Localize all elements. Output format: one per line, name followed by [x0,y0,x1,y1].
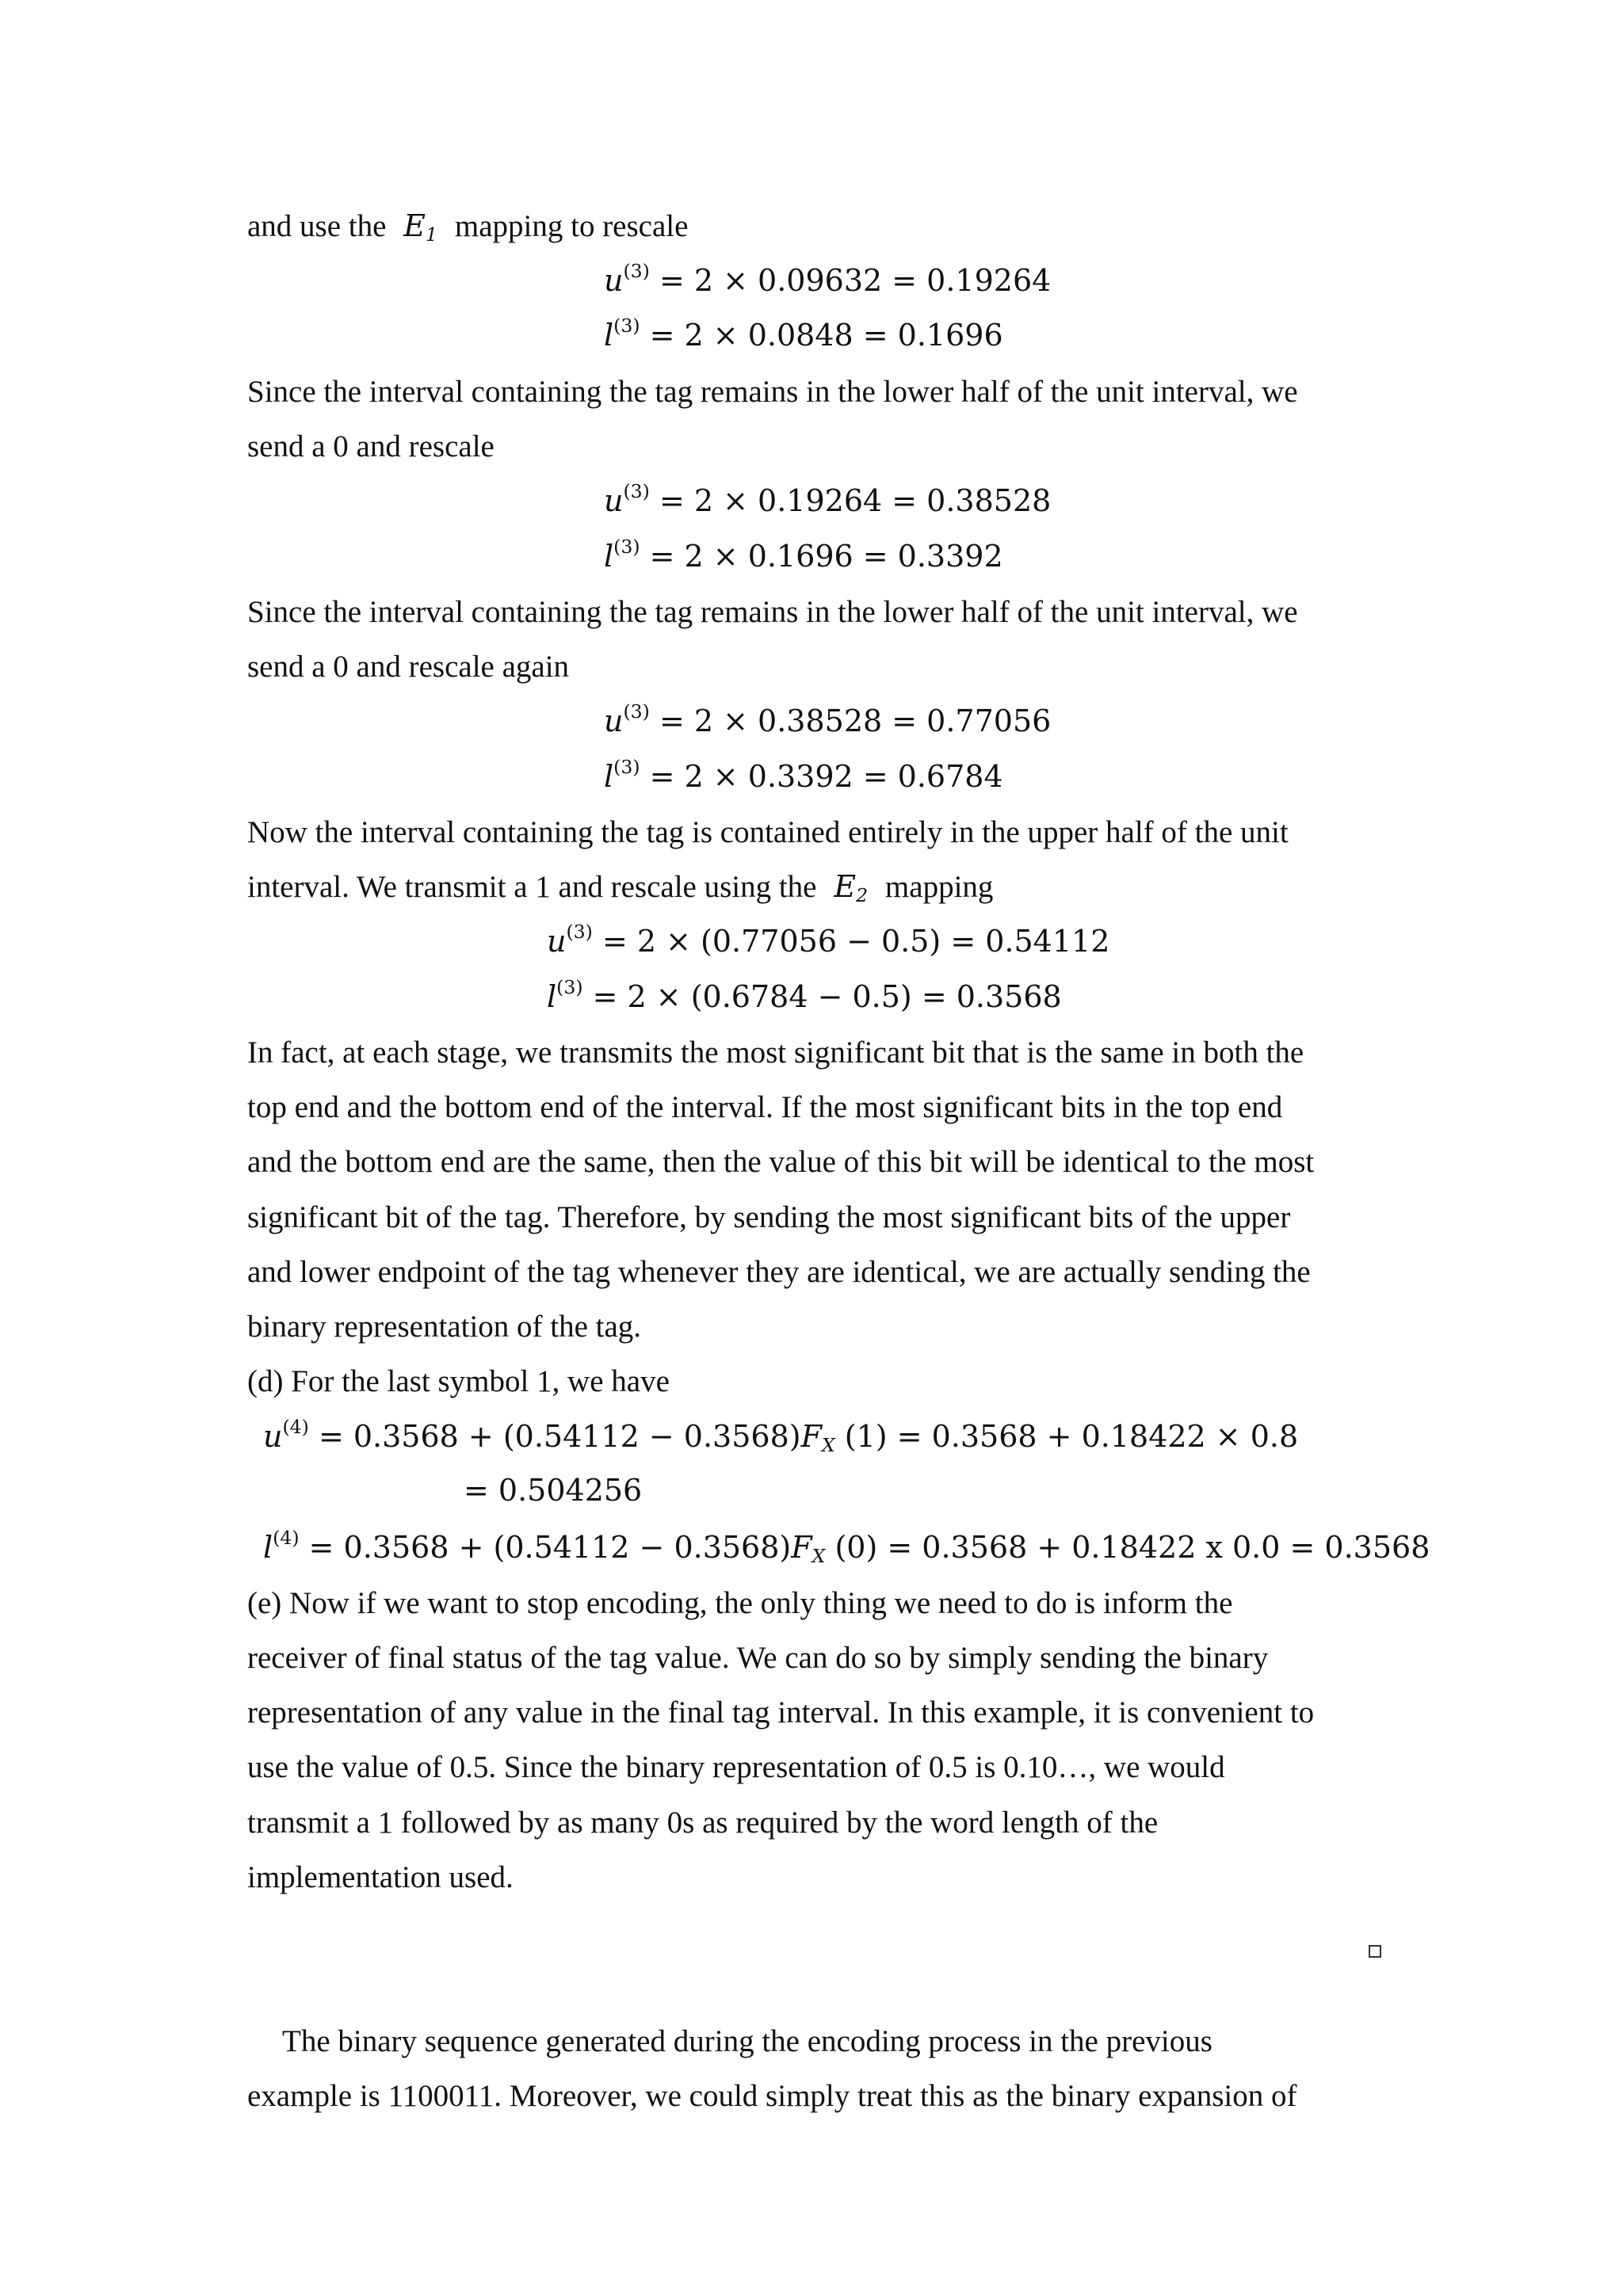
equation-l3-b: $l^{(3)} = 2 \times 0.1696 = 0.3392$ [604,536,1003,574]
paragraph-lower-half-1: Since the interval containing the tag remains in the lower half of the unit interval, we [247,375,1298,409]
equation-l3-a: $l^{(3)} = 2 \times 0.0848 = 0.1696$ [604,315,1003,353]
paragraph-lower-half-2-cont: send a 0 and rescale again [247,650,570,684]
paragraph-part-e-4: use the value of 0.5. Since the binary representation of 0.5 is 0.10…, we would [247,1750,1225,1784]
paragraph-msb-line-3: and the bottom end are the same, then the value of this bit will be identical to the most [247,1145,1315,1179]
paragraph-part-e-5: transmit a 1 followed by as many 0s as required by the word length of the [247,1806,1159,1840]
equation-u3-d: $u^{(3)} = 2 \times (0.77056 - 0.5) = 0.54112$ [547,921,1110,959]
paragraph-part-e-6: implementation used. [247,1860,514,1894]
paragraph-part-d: (d) For the last symbol 1, we have [247,1364,670,1398]
equation-u4-result: = 0.504256 [464,1473,643,1508]
paragraph-e1-mapping: and use the $E_1$ mapping to rescale [247,208,689,246]
paragraph-binary-sequence-2: example is 1100011. Moreover, we could simply treat this as the binary expansion of [247,2079,1297,2113]
paragraph-msb-line-2: top end and the bottom end of the interval. If the most significant bits in the top end [247,1090,1283,1124]
equation-l4: $l^{(4)} = 0.3568 + (0.54112 - 0.3568)F_X$ (0) = 0.3568 + 0.18422 x 0.0 = 0.3568 [263,1527,1430,1567]
paragraph-msb-line-5: and lower endpoint of the tag whenever they are identical, we are actually sending the [247,1255,1311,1289]
equation-u3-b: $u^{(3)} = 2 \times 0.19264 = 0.38528$ [604,480,1052,518]
equation-u3-a: $u^{(3)} = 2 \times 0.09632 = 0.19264$ [604,260,1052,298]
equation-l3-d: $l^{(3)} = 2 \times (0.6784 - 0.5) = 0.3568$ [547,976,1062,1014]
paragraph-lower-half-1-cont: send a 0 and rescale [247,429,495,463]
symbol-e2: $E_2$ [834,869,869,906]
paragraph-msb-line-6: binary representation of the tag. [247,1310,642,1344]
equation-u3-c: $u^{(3)} = 2 \times 0.38528 = 0.77056$ [604,700,1052,738]
paragraph-part-e-1: (e) Now if we want to stop encoding, the only thing we need to do is inform the [247,1586,1233,1620]
symbol-e1: $E_1$ [403,208,438,246]
paragraph-upper-half: Now the interval containing the tag is contained entirely in the upper half of the unit [247,815,1289,849]
paragraph-part-e-2: receiver of final status of the tag value. We can do so by simply sending the binary [247,1641,1269,1675]
paragraph-part-e-3: representation of any value in the final tag interval. In this example, it is convenient to [247,1695,1315,1730]
equation-u4: $u^{(4)} = 0.3568 + (0.54112 - 0.3568)F_X$ (1) = 0.3568 + 0.18422 × 0.8 [263,1416,1299,1456]
paragraph-binary-sequence-1: The binary sequence generated during the encoding process in the previous [282,2024,1212,2058]
equation-l3-c: $l^{(3)} = 2 \times 0.3392 = 0.6784$ [604,756,1003,794]
paragraph-msb-line-1: In fact, at each stage, we transmits the most significant bit that is the same in both the [247,1035,1304,1070]
paragraph-lower-half-2: Since the interval containing the tag remains in the lower half of the unit interval, we [247,595,1298,629]
paragraph-msb-line-4: significant bit of the tag. Therefore, by sending the most significant bits of the upper [247,1200,1291,1234]
end-of-proof-square-icon [1369,1945,1381,1958]
paragraph-upper-half-cont: interval. We transmit a 1 and rescale using the $E_2$ mapping [247,869,994,906]
